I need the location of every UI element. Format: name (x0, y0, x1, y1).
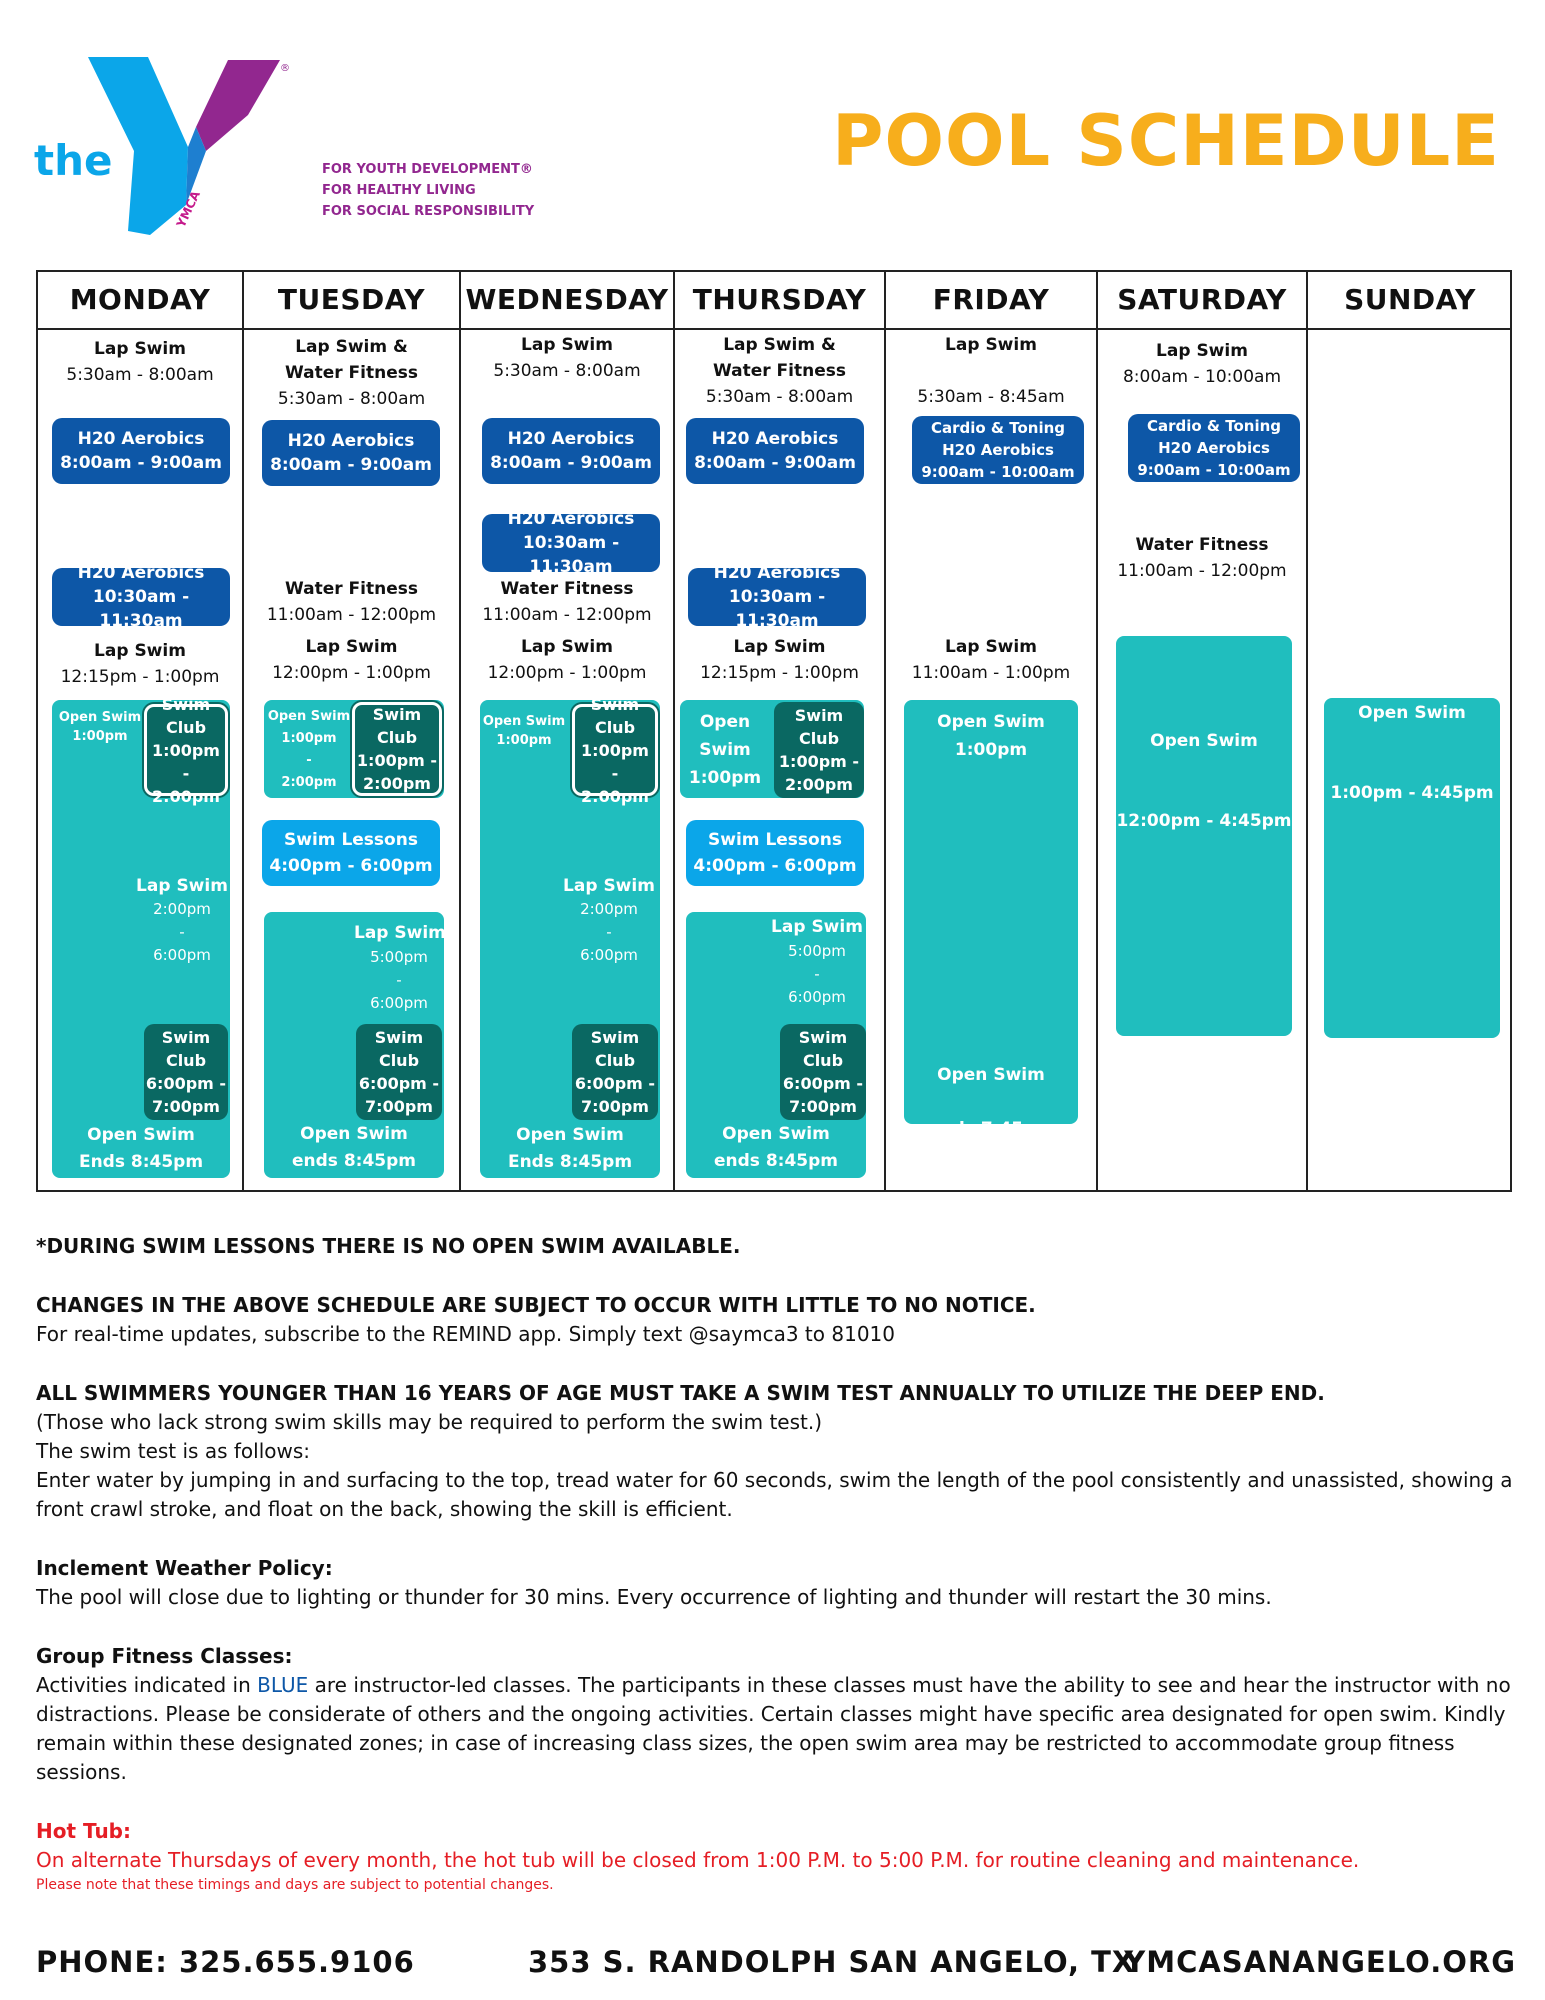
tuesday-open-swim: Open Swim 1:00pm - 2:00pm (267, 709, 351, 790)
note-hot-tub-heading: Hot Tub: (36, 1819, 131, 1843)
wednesday-open-swim-evening: Open Swim Ends 8:45pm (507, 1125, 633, 1172)
tuesday-h2o-aerobics-1: H20 Aerobics 8:00am - 9:00am (262, 420, 440, 486)
tuesday-lap-swim-noon: Lap Swim 12:00pm - 1:00pm (272, 637, 431, 683)
thursday-lap-swim-evening-time: 5:00pm - 6:00pm (788, 942, 846, 1006)
tuesday-lap-swim-water-fitness: Lap Swim & Water Fitness 5:30am - 8:00am (277, 337, 426, 409)
saturday-open-swim-title: Open Swim (1150, 731, 1258, 751)
note-weather-heading: Inclement Weather Policy: (36, 1556, 333, 1580)
sunday-open-swim-title: Open Swim (1358, 703, 1466, 723)
wednesday-lap-swim-early: Lap Swim 5:30am - 8:00am (493, 335, 641, 381)
note-weather-body: The pool will close due to lighting or thunder for 30 mins. Every occurrence of lighting and thunder will restart the 30 mins. (36, 1585, 1272, 1609)
page-title: POOL SCHEDULE (832, 100, 1500, 182)
friday-lap-swim-title: Lap Swim (945, 335, 1037, 355)
saturday-lap-swim: Lap Swim 8:00am - 10:00am (1122, 341, 1282, 387)
note-group-fitness-heading: Group Fitness Classes: (36, 1644, 293, 1668)
note-hot-tub-disclaimer: Please note that these timings and days are subject to potential changes. (36, 1877, 554, 1893)
saturday-water-fitness: Water Fitness 11:00am - 12:00pm (1117, 535, 1287, 581)
monday-swim-club-2: Swim Club 6:00pm - 7:00pm (144, 1024, 228, 1120)
wednesday-h2o-aerobics-1: H20 Aerobics 8:00am - 9:00am (482, 418, 660, 484)
thursday-lap-swim-water-fitness: Lap Swim & Water Fitness 5:30am - 8:00am (705, 335, 854, 407)
wednesday-h2o-aerobics-2: H20 Aerobics 10:30am - 11:30am (482, 514, 660, 572)
note-swim-test-intro: The swim test is as follows: (36, 1439, 311, 1463)
footer-website: YMCASANANGELO.ORG (1124, 1945, 1516, 1979)
ymca-logo (30, 55, 550, 235)
thursday-lap-swim-evening: Lap Swim (771, 917, 863, 937)
note-remind-app: For real-time updates, subscribe to the REMIND app. Simply text @saymca3 to 81010 (36, 1322, 895, 1346)
note-swim-lessons: *DURING SWIM LESSONS THERE IS NO OPEN SWIM AVAILABLE. (36, 1234, 741, 1258)
thursday-swim-club-1: Swim Club 1:00pm - 2:00pm (774, 702, 864, 798)
friday-cardio-toning: Cardio & Toning H20 Aerobics 9:00am - 10:00am (912, 416, 1084, 484)
monday-lap-swim-afternoon: Lap Swim (136, 876, 228, 896)
tuesday-lap-swim-evening-time: 5:00pm - 6:00pm (370, 948, 428, 1012)
svg-text:®: ® (280, 63, 290, 74)
day-header-thursday: THURSDAY (692, 283, 867, 316)
note-swim-test-sub: (Those who lack strong swim skills may be required to perform the swim test.) (36, 1410, 823, 1434)
saturday-cardio-toning: Cardio & Toning H20 Aerobics 9:00am - 10:00am (1128, 414, 1300, 482)
friday-lap-swim-noon: Lap Swim 11:00am - 1:00pm (911, 637, 1071, 683)
wednesday-lap-swim-afternoon-time: 2:00pm - 6:00pm (580, 900, 638, 964)
wednesday-swim-club-2: Swim Club 6:00pm - 7:00pm (572, 1024, 658, 1120)
tuesday-open-swim-evening: Open Swim ends 8:45pm (291, 1124, 416, 1171)
column-divider (1096, 272, 1098, 1190)
saturday-open-swim-time: 12:00pm - 4:45pm (1116, 811, 1292, 831)
friday-lap-swim-time: 5:30am - 8:45am (917, 387, 1065, 407)
wednesday-swim-club-1: Swim Club 1:00pm - 2:00pm (572, 704, 658, 796)
thursday-open-swim-evening: Open Swim ends 8:45pm (713, 1124, 838, 1171)
tuesday-lap-swim-evening: Lap Swim (354, 923, 446, 943)
column-divider (1306, 272, 1308, 1190)
friday-open-swim-end-title: Open Swim (937, 1065, 1045, 1085)
sunday-open-swim-time: 1:00pm - 4:45pm (1330, 783, 1494, 803)
wednesday-lap-swim-afternoon: Lap Swim (563, 876, 655, 896)
wednesday-lap-swim-noon: Lap Swim 12:00pm - 1:00pm (487, 637, 647, 683)
day-header-sunday: SUNDAY (1344, 283, 1476, 316)
thursday-lap-swim-noon: Lap Swim 12:15pm - 1:00pm (700, 637, 859, 683)
monday-h2o-aerobics-2: H20 Aerobics 10:30am - 11:30am (52, 568, 230, 626)
header-divider (38, 328, 1510, 330)
saturday-pool-block (1116, 636, 1292, 1036)
blue-keyword: BLUE (257, 1673, 309, 1697)
tuesday-water-fitness: Water Fitness 11:00am - 12:00pm (266, 579, 437, 625)
svg-text:YMCA: YMCA (173, 188, 203, 230)
note-swim-test-steps: Enter water by jumping in and surfacing to the top, tread water for 60 seconds, swim the length of the pool consistently and unassisted, showing a front crawl stroke, and float on the back, showing the skill is efficient. (36, 1468, 1513, 1521)
svg-text:FOR YOUTH DEVELOPMENT®: FOR YOUTH DEVELOPMENT® (322, 162, 533, 177)
sunday-pool-block (1324, 698, 1500, 1038)
schedule-notes (36, 1232, 1516, 1895)
day-header-saturday: SATURDAY (1117, 283, 1287, 316)
day-header-tuesday: TUESDAY (277, 283, 426, 316)
schedule-grid (36, 270, 1512, 1192)
tuesday-swim-club-2: Swim Club 6:00pm - 7:00pm (356, 1024, 442, 1120)
monday-h2o-aerobics-1: H20 Aerobics 8:00am - 9:00am (52, 418, 230, 484)
footer-address: 353 S. RANDOLPH SAN ANGELO, TX (528, 1945, 1136, 1979)
friday-open-swim: Open Swim 1:00pm (937, 712, 1045, 760)
ymca-y-mark-icon (30, 55, 550, 235)
thursday-swim-club-2: Swim Club 6:00pm - 7:00pm (780, 1024, 866, 1120)
footer (36, 1945, 1516, 1985)
monday-lap-swim-early: Lap Swim 5:30am - 8:00am (66, 339, 214, 385)
note-changes: CHANGES IN THE ABOVE SCHEDULE ARE SUBJECT TO OCCUR WITH LITTLE TO NO NOTICE. (36, 1293, 1036, 1317)
day-header-wednesday: WEDNESDAY (465, 283, 669, 316)
svg-text:the: the (34, 136, 113, 185)
thursday-swim-lessons: Swim Lessons 4:00pm - 6:00pm (686, 820, 864, 886)
note-group-fitness-body: Activities indicated in BLUE are instructor-led classes. The participants in these classes must have the ability to see and hear the instructor with no distractions. Please be considerate of others and the ongoing activities. Certain classes might have specific area designated for open swim. Kindly remain within these designated zones; in case of increasing class sizes, the open swim area may be restricted to accommodate group fitness sessions. (36, 1673, 1511, 1784)
tuesday-swim-lessons: Swim Lessons 4:00pm - 6:00pm (262, 820, 440, 886)
monday-lap-swim-noon: Lap Swim 12:15pm - 1:00pm (60, 641, 220, 687)
svg-text:FOR SOCIAL RESPONSIBILITY: FOR SOCIAL RESPONSIBILITY (322, 204, 535, 219)
day-header-monday: MONDAY (69, 283, 211, 316)
monday-open-swim: Open Swim 1:00pm (58, 710, 142, 744)
wednesday-water-fitness: Water Fitness 11:00am - 12:00pm (482, 579, 652, 625)
monday-open-swim-evening: Open Swim Ends 8:45pm (78, 1125, 204, 1172)
column-divider (459, 272, 461, 1190)
svg-text:FOR HEALTHY LIVING: FOR HEALTHY LIVING (322, 183, 476, 198)
thursday-open-swim: Open Swim 1:00pm (688, 712, 762, 788)
friday-open-swim-end-time: ends 7:45pm (928, 1119, 1053, 1139)
thursday-h2o-aerobics-1: H20 Aerobics 8:00am - 9:00am (686, 418, 864, 484)
wednesday-open-swim: Open Swim 1:00pm (482, 714, 566, 748)
monday-lap-swim-afternoon-time: 2:00pm - 6:00pm (153, 900, 211, 964)
day-header-friday: FRIDAY (932, 283, 1050, 316)
monday-swim-club-1: Swim Club 1:00pm - 2:00pm (144, 704, 228, 796)
footer-phone: PHONE: 325.655.9106 (36, 1945, 415, 1979)
tuesday-swim-club-1: Swim Club 1:00pm - 2:00pm (352, 702, 442, 796)
note-swim-test-heading: ALL SWIMMERS YOUNGER THAN 16 YEARS OF AGE MUST TAKE A SWIM TEST ANNUALLY TO UTILIZE THE DEEP END. (36, 1381, 1325, 1405)
thursday-h2o-aerobics-2: H20 Aerobics 10:30am - 11:30am (688, 568, 866, 626)
note-hot-tub-body: On alternate Thursdays of every month, the hot tub will be closed from 1:00 P.M. to 5:00 P.M. for routine cleaning and maintenance. (36, 1848, 1360, 1872)
